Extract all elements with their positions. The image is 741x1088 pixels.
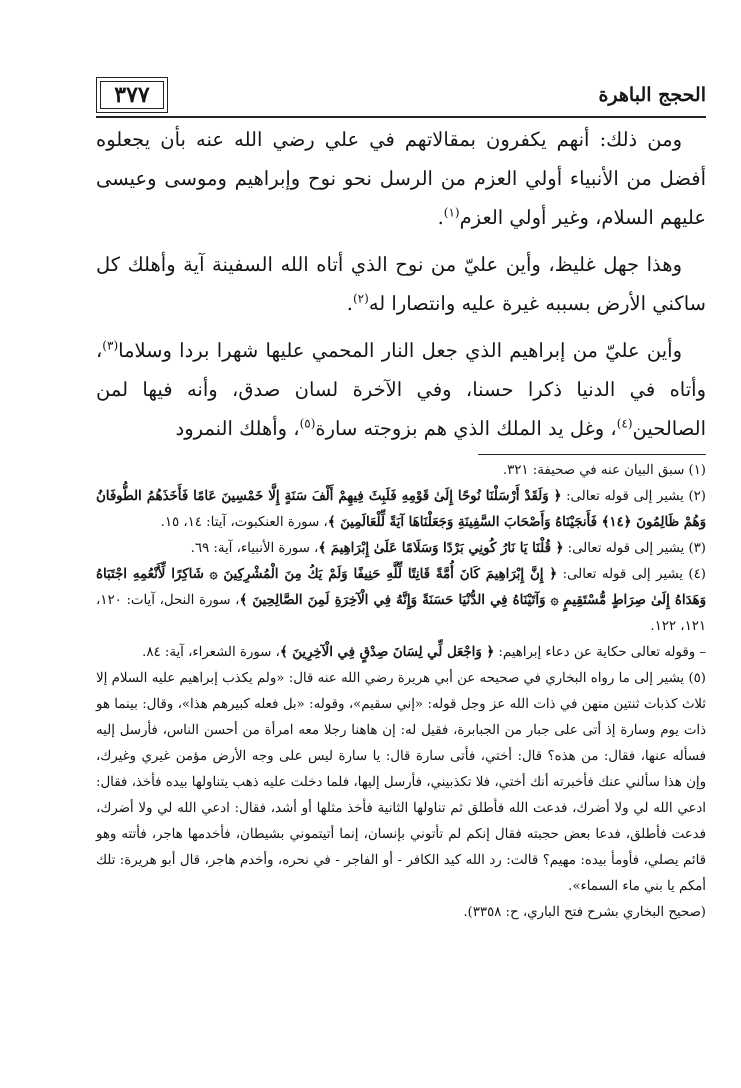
punctuation: . [346,292,353,315]
footnote-source: ، سورة العنكبوت، آيتا: ١٤، ١٥. [160,515,328,530]
footnote-intro: (٣) يشير إلى قوله تعالى: [567,541,706,556]
punctuation: . [437,206,444,229]
footnote-4 [96,562,706,640]
header-rule [96,116,706,118]
footnote-ref: (٢) [352,291,369,306]
footnote-intro: (٤) يشير إلى قوله تعالى: [562,567,706,582]
footnote-3 [96,536,706,562]
footnote-2 [96,484,706,536]
paragraph-text: وهذا جهل غليظ، وأين عليّ من نوح الذي أتاه الله السفينة آية وأهلك كل ساكني الأرض بسببه غيرة عليه وانتصارا له [96,253,706,315]
paragraph-text: ، وأهلك النمرود [175,417,300,440]
page-header [96,70,706,118]
running-title: الحجج الباهرة [598,84,706,106]
footnotes [96,458,706,926]
paragraph-text: ومن ذلك: أنهم يكفرون بمقالاتهم في علي رضي الله عنه بأن يجعلوه أفضل من الأنبياء أولي العزم من الرسل نحو نوح وإبراهيم وموسى وعيسى عليهم السلام، وغير أولي العزم [96,128,706,229]
quran-verse: ﴿ وَاجْعَل لِّي لِسَانَ صِدْقٍ فِي الْآخِرِينَ ﴾ [279,645,495,660]
footnote-separator [478,454,706,455]
footnote-1: (١) سبق البيان عنه في صحيفة: ٣٢١. [502,463,706,478]
footnote-source: ، سورة الشعراء، آية: ٨٤. [142,645,280,660]
footnote-ref: (١) [443,205,460,220]
main-text [96,120,706,456]
paragraph [96,245,706,323]
page-number: ٣٧٧ [96,77,168,113]
footnote-4-continued [96,640,706,666]
paragraph-text: ، وغل يد الملك الذي هم بزوجته سارة [315,417,617,440]
quran-verse: ﴿ وَلَقَدْ أَرْسَلْنَا نُوحًا إِلَىٰ قَوْمِهِ فَلَبِثَ فِيهِمْ أَلْفَ سَنَةٍ إِلَّا خَمْسِينَ عَامًا فَأَخَذَهُمُ الطُّوفَانُ وَهُمْ ظَالِمُونَ ﴿١٤﴾ فَأَنجَيْنَاهُ وَأَصْحَابَ السَّفِينَةِ وَجَعَلْنَاهَا آيَةً لِّلْعَالَمِينَ ﴾ [96,489,706,530]
paragraph [96,120,706,237]
footnote-intro: – وقوله تعالى حكاية عن دعاء إبراهيم: [498,645,706,660]
paragraph-text: ، وأتاه في الدنيا ذكرا حسنا، وفي الآخرة لسان صدق، وأنه فيها لمن الصالحين [96,339,706,440]
footnote-ref: (٥) [299,416,316,431]
footnote-5-source: (صحيح البخاري بشرح فتح الباري، ح: ٣٣٥٨). [463,905,706,920]
footnote-intro: (٢) يشير إلى قوله تعالى: [566,489,706,504]
footnote-source: ، سورة النحل، آيات: ١٢٠، ١٢١، ١٢٢. [96,593,706,634]
quran-verse: ﴿ قُلْنَا يَا نَارُ كُونِي بَرْدًا وَسَلَامًا عَلَىٰ إِبْرَاهِيمَ ﴾ [318,541,564,556]
paragraph-text: وأين عليّ من إبراهيم الذي جعل النار المحمي عليها شهرا بردا وسلاما [118,339,682,362]
footnote-ref: (٣) [102,338,119,353]
footnote-source: ، سورة الأنبياء، آية: ٦٩. [190,541,319,556]
footnote-5: (٥) يشير إلى ما رواه البخاري في صحيحه عن أبي هريرة رضي الله عنه قال: «ولم يكذب إبراهيم عليه السلام إلا ثلاث كذبات ثنتين منهن في ذات الله عز وجل قوله: «إني سقيم»، وقوله: «بل فعله كبيرهم هذا»، وقال: بينما هو ذات يوم وسارة إذ أتى على جبار من الجبابرة، فقيل له: إن هاهنا رجلا معه امرأة من أحسن الناس، فأرسل إليه فسأله عنها، فقال: من هذه؟ قال: أختي، فأتى سارة قال: يا سارة ليس على وجه الأرض مؤمن غيري وغيرك، وإن هذا سألني عنك فأخبرته أنك أختي، فلا تكذبيني، فأرسل إليها، فلما دخلت عليه ذهب يتناولها بيده فأخذ، فقال: ادعي الله لي ولا أضرك، فدعت الله فأطلق ثم تناولها الثانية فأخذ مثلها أو أشد، فقال: ادعي الله لي ولا أضرك، فدعت فأطلق، فدعا بعض حجبته فقال إنكم لم تأتوني بإنسان، إنما أتيتموني بشيطان، فأخدمها هاجر، فأتته وهو قائم يصلي، فأومأ بيده: مهيم؟ قالت: رد الله كيد الكافر - أو الفاجر - في نحره، وأخدم هاجر، قال أبو هريرة: تلك أمكم يا بني ماء السماء». [96,671,706,894]
footnote-ref: (٤) [616,416,633,431]
paragraph [96,331,706,448]
quran-verse: ﴿ إِنَّ إِبْرَاهِيمَ كَانَ أُمَّةً قَانِتًا لِّلَّهِ حَنِيفًا وَلَمْ يَكُ مِنَ الْمُشْرِكِينَ ۞ شَاكِرًا لِّأَنْعُمِهِ اجْتَبَاهُ وَهَدَاهُ إِلَىٰ صِرَاطٍ مُّسْتَقِيمٍ ۞ وَآتَيْنَاهُ فِي الدُّنْيَا حَسَنَةً وَإِنَّهُ فِي الْآخِرَةِ لَمِنَ الصَّالِحِينَ ﴾ [96,567,706,608]
